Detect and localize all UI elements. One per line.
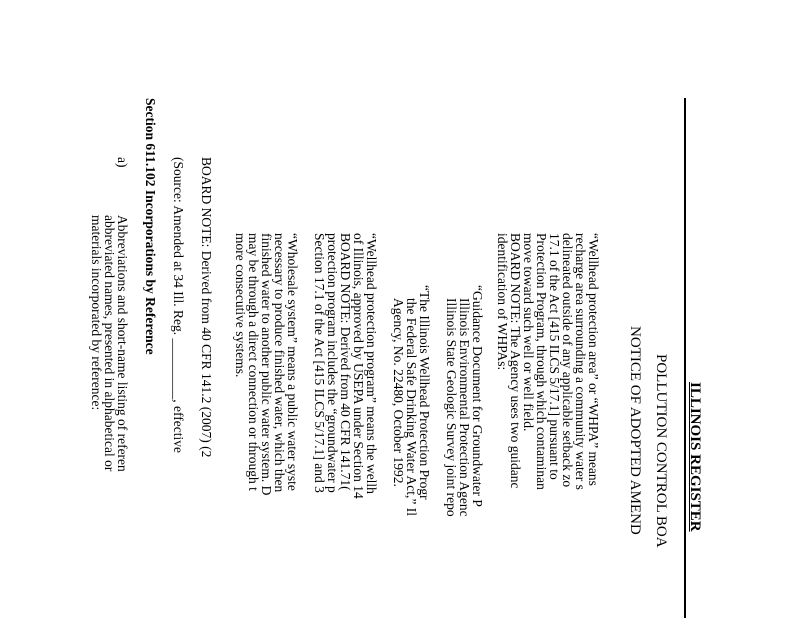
source-suffix: , effective <box>171 399 186 453</box>
board-title: POLLUTION CONTROL BOA <box>653 354 669 548</box>
program-doc-line-1: “The Illinois Wellhead Protection Progr <box>417 285 432 500</box>
source-prefix: (Source: Amended at 34 Ill. Reg. <box>171 157 186 339</box>
final-board-note: BOARD NOTE: Derived from 40 CFR 141.2 (2007) (2 <box>199 157 214 458</box>
whpa-note-line-2: identification of WHPAs: <box>495 233 510 371</box>
wholesale-line-1: “Wholesale system” means a public water syste <box>285 233 300 491</box>
item-label: a) <box>115 157 130 168</box>
whpa-line-4: 17.1 of the Act [415 ILCS 5/17.1] pursuant to <box>547 233 562 480</box>
whpa-line-5: Protection Program, through which contaminan <box>534 233 549 490</box>
whp-program-line-3: BOARD NOTE: Derived from 40 CFR 141.71( <box>338 233 353 491</box>
whp-program-line-5: Section 17.1 of the Act [415 ILCS 5/17.1] and 3 <box>312 233 327 493</box>
whpa-line-3: delineated outside of any applicable setback zo <box>560 233 575 488</box>
item-line-1: Abbreviations and short-name listing of referen <box>115 215 130 472</box>
guidance-line-3: Illinois State Geologic Survey joint repo <box>444 298 459 517</box>
whp-program-line-2: of Illinois, approved by USEPA under Section 14 <box>351 233 366 499</box>
whpa-line-2: recharge area surrounding a community water s <box>573 233 588 490</box>
source-line <box>172 157 186 453</box>
register-title: ILLINOIS REGISTER <box>687 382 703 532</box>
whpa-line-1: “Wellhead protection area” or “WHPA” means <box>586 233 601 486</box>
guidance-line-2: Illinois Environmental Protection Agenc <box>457 298 472 517</box>
wholesale-line-4: may be through a direct connection or through t <box>246 233 261 491</box>
source-blank: _________ <box>171 338 186 400</box>
whpa-note-line-1: BOARD NOTE: The Agency uses two guidanc <box>508 233 523 489</box>
whp-program-line-4: protection program includes the “groundwater p <box>325 233 340 493</box>
program-doc-line-2: the Federal Safe Drinking Water Act,” Il <box>404 298 419 516</box>
wholesale-line-3: finished water to another public water system. D <box>259 233 274 496</box>
item-line-3: materials incorporated by reference: <box>89 215 104 411</box>
whp-program-line-1: “Wellhead protection program” means the wellh <box>364 233 379 494</box>
wholesale-line-5: more consecutive systems. <box>233 233 248 378</box>
wholesale-line-2: necessary to produce finished water, which then <box>272 233 287 493</box>
notice-title: NOTICE OF ADOPTED AMEND <box>627 326 643 535</box>
program-doc-line-3: Agency, No. 22480, October 1992. <box>391 298 406 487</box>
whpa-line-6: move toward such well or well field. <box>521 233 536 432</box>
item-line-2: abbreviated names, presented in alphabetical or <box>102 215 117 472</box>
guidance-line-1: “Guidance Document for Groundwater P <box>470 285 485 507</box>
header-rule <box>684 98 686 618</box>
section-heading: Section 611.102 Incorporations by Reference <box>143 98 158 355</box>
